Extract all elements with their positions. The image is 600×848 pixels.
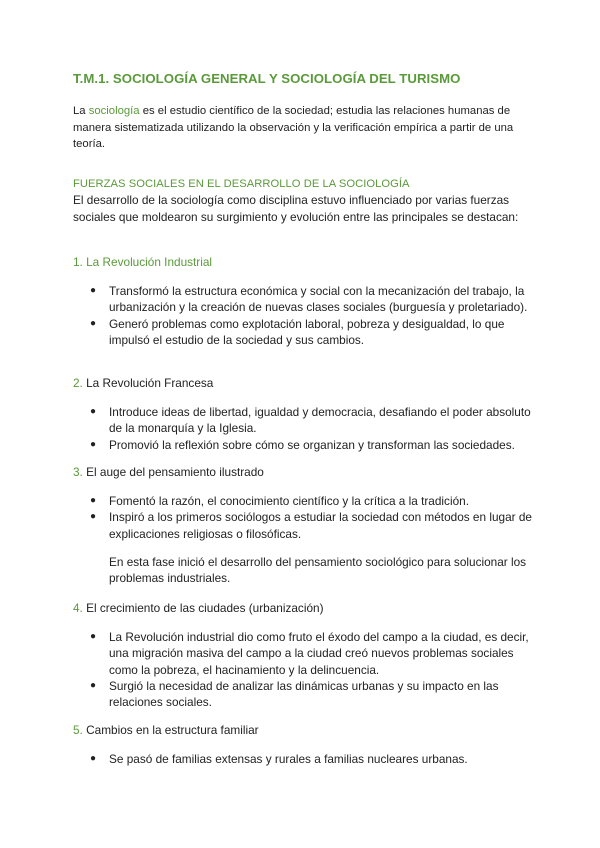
list-item [73, 437, 533, 453]
list-item-text: Promovió la reflexión sobre cómo se organizan y transforman las sociedades. [109, 437, 515, 452]
section-title: La Revolución Francesa [86, 376, 214, 390]
section-title: La Revolución Industrial [86, 255, 213, 269]
bullet-icon: ● [90, 631, 97, 642]
lead-paragraph: El desarrollo de la sociología como disciplina estuvo influenciado por varias fuerzas sociales que moldearon su surgimiento y evolución entre las principales se destacan: [73, 193, 519, 224]
list-item-text: Inspiró a los primeros sociólogos a estudiar la sociedad con métodos en lugar de explicaciones religiosas o filosóficas. [109, 510, 532, 541]
section-heading-5 [73, 723, 259, 737]
bullet-list-5 [73, 751, 533, 767]
list-item-text: Surgió la necesidad de analizar las dinámicas urbanas y su impacto en las relaciones sociales. [109, 678, 499, 710]
bullet-icon: ● [90, 679, 97, 691]
section-number: 3. [73, 465, 83, 479]
list-item [73, 629, 533, 678]
bullet-icon: ● [90, 438, 97, 450]
intro-paragraph [73, 103, 533, 153]
list-item [73, 316, 533, 349]
bullet-icon: ● [90, 406, 97, 417]
bullet-icon: ● [90, 317, 97, 329]
list-item [73, 493, 533, 509]
intro-term: sociología [88, 105, 140, 117]
section-number: 5. [73, 723, 83, 737]
list-item [73, 751, 533, 767]
section-note: En esta fase inició el desarrollo del pensamiento sociológico para solucionar los problemas industriales. [109, 555, 527, 586]
intro-prefix: La [73, 105, 89, 117]
bullet-list-1 [73, 283, 533, 348]
bullet-list-3 [73, 493, 533, 542]
section-subheading: FUERZAS SOCIALES EN EL DESARROLLO DE LA SOCIOLOGÍA [73, 178, 410, 190]
section-heading-3 [73, 465, 264, 479]
list-item [73, 283, 533, 316]
list-item [73, 678, 533, 711]
section-heading-4 [73, 601, 324, 615]
section-title: El auge del pensamiento ilustrado [86, 465, 264, 479]
list-item-text: Se pasó de familias extensas y rurales a familias nucleares urbanas. [109, 752, 468, 766]
section-number: 4. [73, 601, 83, 615]
bullet-list-2 [73, 404, 533, 453]
section-heading-1 [73, 255, 212, 269]
list-item-text: Introduce ideas de libertad, igualdad y democracia, desafiando el poder absoluto de la monarquía y la Iglesia. [109, 405, 531, 436]
section-title: Cambios en la estructura familiar [86, 723, 259, 737]
bullet-list-4 [73, 629, 533, 710]
list-item-text: Transformó la estructura económica y social con la mecanización del trabajo, la urbanización y la creación de nuevas clases sociales (burguesía y proletariado). [109, 284, 528, 315]
section-heading-2 [73, 376, 213, 390]
document-title: T.M.1. SOCIOLOGÍA GENERAL Y SOCIOLOGÍA DEL TURISMO [73, 71, 461, 86]
bullet-icon: ● [90, 495, 97, 506]
list-item [73, 509, 533, 542]
list-item [73, 404, 533, 437]
section-title: El crecimiento de las ciudades (urbanización) [86, 601, 324, 615]
section-number: 1. [73, 255, 83, 269]
list-item-text: Fomentó la razón, el conocimiento científico y la crítica a la tradición. [109, 494, 469, 508]
list-item-text: Generó problemas como explotación laboral, pobreza y desigualdad, lo que impulsó el estudio de la sociedad y sus cambios. [109, 316, 505, 347]
intro-rest: es el estudio científico de la sociedad; estudia las relaciones humanas de manera sistematizada utilizando la observación y la verificación empírica a partir de una teoría. [73, 105, 514, 151]
section-number: 2. [73, 376, 83, 390]
bullet-icon: ● [90, 511, 97, 523]
list-item-text: La Revolución industrial dio como fruto el éxodo del campo a la ciudad, es decir, una migración masiva del campo a la ciudad creó nuevos problemas sociales como la pobreza, el hacinamiento y la delincuencia. [109, 630, 529, 677]
bullet-icon: ● [90, 753, 97, 764]
bullet-icon: ● [90, 285, 97, 296]
